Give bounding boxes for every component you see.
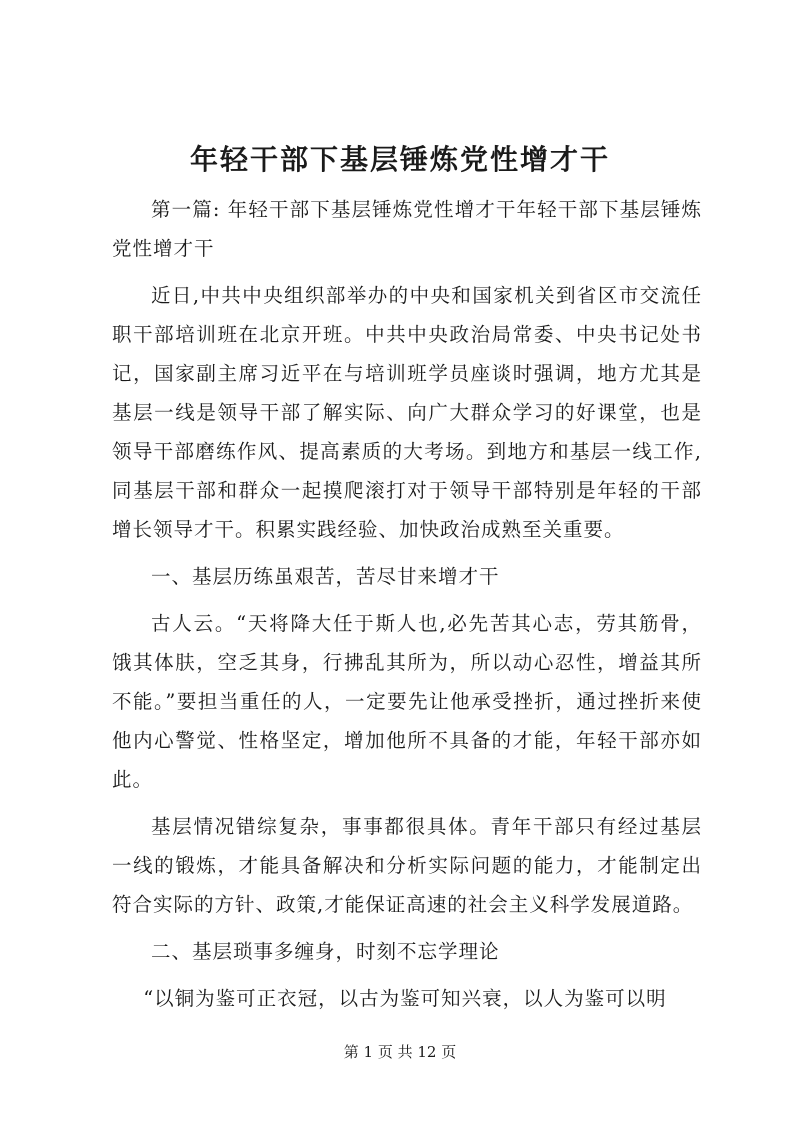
paragraph-intro: 近日,中共中央组织部举办的中央和国家机关到省区市交流任职干部培训班在北京开班。中共中央政治局常委、中央书记处书记，国家副主席习近平在与培训班学员座谈时强调，地方尤其是基层一线是领导干部了解实际、向广大群众学习的好课堂，也是领导干部磨练作风、提高素质的大考场。到地方和基层一线工作,同基层干部和群众一起摸爬滚打对于领导干部特别是年轻的干部增长领导才干。积累实践经验、加快政治成熟至关重要。 [112,284,702,541]
paragraph-mirror-quote: “以铜为鉴可正衣冠，以古为鉴可知兴衰，以人为鉴可以明 [143,987,667,1010]
paragraph-quote-ancients: 古人云。“天将降大任于斯人也,必先苦其心志，劳其筋骨，饿其体肤，空乏其身，行拂乱其所为，所以动心忍性，增益其所不能。”要担当重任的人，一定要先让他承受挫折，通过挫折来使他内心警觉、性格坚定，增加他所不具备的才能，年轻干部亦如此。 [112,612,702,791]
section-heading-two: 二、基层琐事多缠身，时刻不忘学理论 [151,940,500,963]
document-title: 年轻干部下基层锤炼党性增才干 [189,143,610,176]
page-number-footer: 第 1 页 共 12 页 [343,1043,457,1061]
section-heading-one: 一、基层历练虽艰苦，苦尽甘来增才干 [151,565,500,588]
paragraph-grassroots: 基层情况错综复杂，事事都很具体。青年干部只有经过基层一线的锻炼，才能具备解决和分析实际问题的能力，才能制定出符合实际的方针、政策,才能保证高速的社会主义科学发展道路。 [112,815,702,916]
document-body [112,190,702,1026]
paragraph-heading-first: 第一篇: 年轻干部下基层锤炼党性增才干年轻干部下基层锤炼党性增才干 [112,198,702,260]
